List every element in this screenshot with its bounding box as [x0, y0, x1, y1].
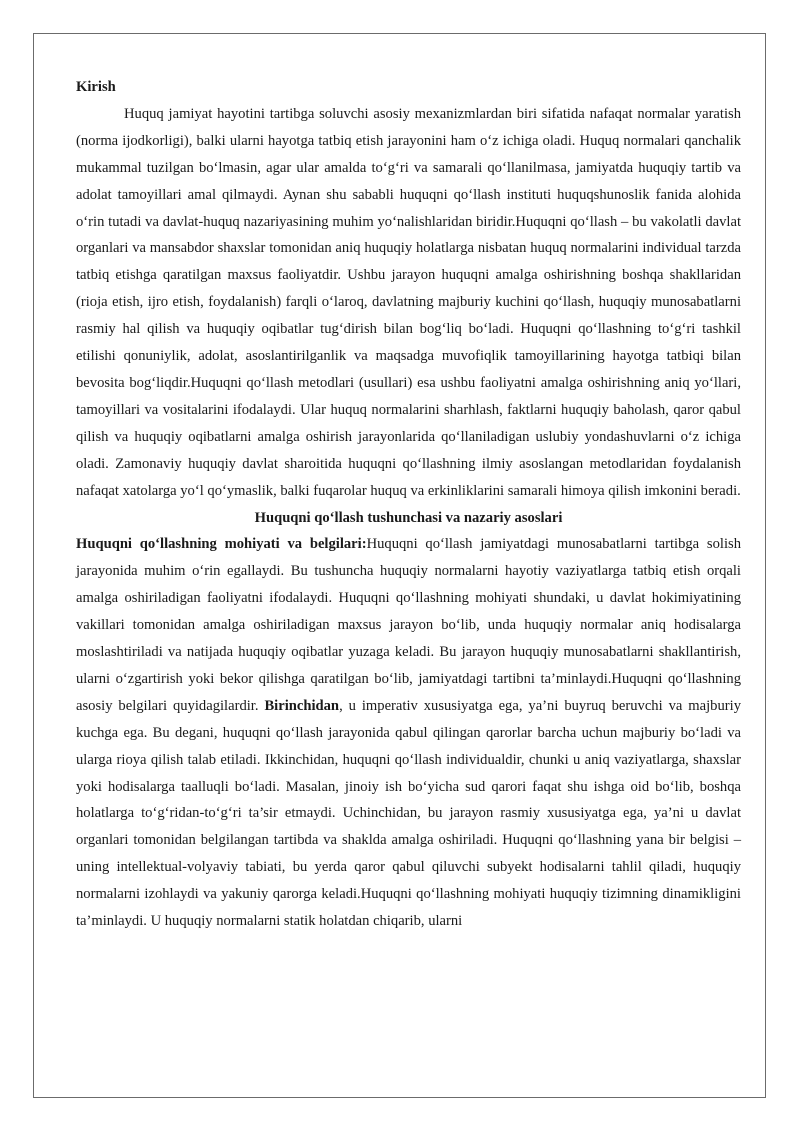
body-text-part2: , u imperativ xususiyatga ega, ya’ni buyruq beruvchi va majburiy kuchga ega. Bu degani, huquqni qo‘llash jarayonida qabul qilingan qarorlar barcha uchun majburiy bo‘ladi va ularga rioya qilish talab etiladi. Ikkinchidan, huquqni qo‘llash individualdir, chunki u aniq vaziyatlarga, shaxslar yoki hodisalarga taalluqli bo‘ladi. Masalan, jinoiy ish bo‘yicha sud qarori faqat shu ishga oid bo‘lib, boshqa holatlarga to‘g‘ridan-to‘g‘ri ta’sir etmaydi. Uchinchidan, bu jarayon rasmiy xususiyatga ega, ya’ni u davlat organlari tomonidan belgilangan tartibda va shaklda amalga oshiriladi. Huquqni qo‘llashning yana bir belgisi – uning intellektual-volyaviy tabiati, bu yerda qaror qabul qiluvchi subyekt hodisalarni tahlil qiladi, huquqiy normalarni izohlaydi va yakuniy qarorga keladi.Huquqni qo‘llashning mohiyati huquqiy tizimning dinamikligini ta’minlaydi. U huquqiy normalarni statik holatdan chiqarib, ularni	[76, 697, 741, 930]
body-paragraph	[76, 531, 741, 935]
intro-paragraph: Huquq jamiyat hayotini tartibga soluvchi asosiy mexanizmlardan biri sifatida nafaqat normalar yaratish (norma ijodkorligi), balki ularni hayotga tatbiq etish jarayonini ham o‘z ichiga oladi. Huquq normalari qanchalik mukammal tuzilgan bo‘lmasin, agar ular amalda to‘g‘ri va samarali qo‘llanilmasa, jamiyatda huquqiy tartib va adolat tamoyillari amal qilmaydi. Aynan shu sababli huquqni qo‘llash instituti huquqshunoslik fanida alohida o‘rin tutadi va davlat-huquq nazariyasining muhim yo‘nalishlaridan biridir.Huquqni qo‘llash – bu vakolatli davlat organlari va mansabdor shaxslar tomonidan aniq huquqiy holatlarga nisbatan huquq normalarini individual tarzda tatbiq etishga qaratilgan maxsus faoliyatdir. Ushbu jarayon huquqni amalga oshirishning boshqa shakllaridan (rioja etish, ijro etish, foydalanish) farqli o‘laroq, davlatning majburiy kuchini qo‘llash, huquqiy munosabatlarni rasmiy hal qilish va huquqiy oqibatlar tug‘dirish bilan bog‘liq bo‘ladi. Huquqni qo‘llashning to‘g‘ri tashkil etilishi qonuniylik, adolat, asoslantirilganlik va maqsadga muvofiqlik tamoyillarining hayotga tatbiqi bilan bevosita bog‘liqdir.Huquqni qo‘llash metodlari (usullari) esa ushbu faoliyatni amalga oshirishning aniq yo‘llari, tamoyillari va vositalarini ifodalaydi. Ular huquq normalarini sharhlash, faktlarni huquqiy baholash, qaror qabul qilish va huquqiy oqibatlarni amalga oshirish jarayonlarida qo‘llaniladigan uslubiy yondashuvlarni o‘z ichiga oladi. Zamonaviy huquqiy davlat sharoitida huquqni qo‘llashning ilmiy asoslangan metodlaridan foydalanish nafaqat xatolarga yo‘l qo‘ymaslik, balki fuqarolar huquq va erkinliklarini samarali himoya qilish imkonini beradi.	[76, 105, 741, 499]
section-title: Huquqni qo‘llash tushunchasi va nazariy asoslari	[254, 509, 563, 526]
body-bold-term: Birinchidan	[264, 697, 340, 714]
subheading: Huquqni qo‘llashning mohiyati va belgilari:	[76, 536, 367, 553]
document-body	[76, 74, 741, 935]
body-text-part1: Huquqni qo‘llash jamiyatdagi munosabatlarni tartibga solish jarayonida muhim o‘rin egallaydi. Bu tushuncha huquqiy normalarni hayotiy vaziyatlarga tatbiq etish orqali amalga oshiriladigan faoliyatni ifodalaydi. Huquqni qo‘llashning mohiyati shundaki, u davlat hokimiyatining vakillari tomonidan amalga oshiriladigan maxsus jarayon bo‘lib, unda huquqiy normalar aniq hodisalarga moslashtiriladi va natijada huquqiy oqibatlar yuzaga keladi. Bu jarayon huquqiy munosabatlarni shakllantirish, ularni o‘zgartirish yoki bekor qilishga qaratilgan bo‘lib, jamiyatdagi tartibni ta’minlaydi.Huquqni qo‘llashning asosiy belgilari quyidagilardir.	[76, 536, 741, 714]
heading-kirish: Kirish	[76, 79, 116, 95]
